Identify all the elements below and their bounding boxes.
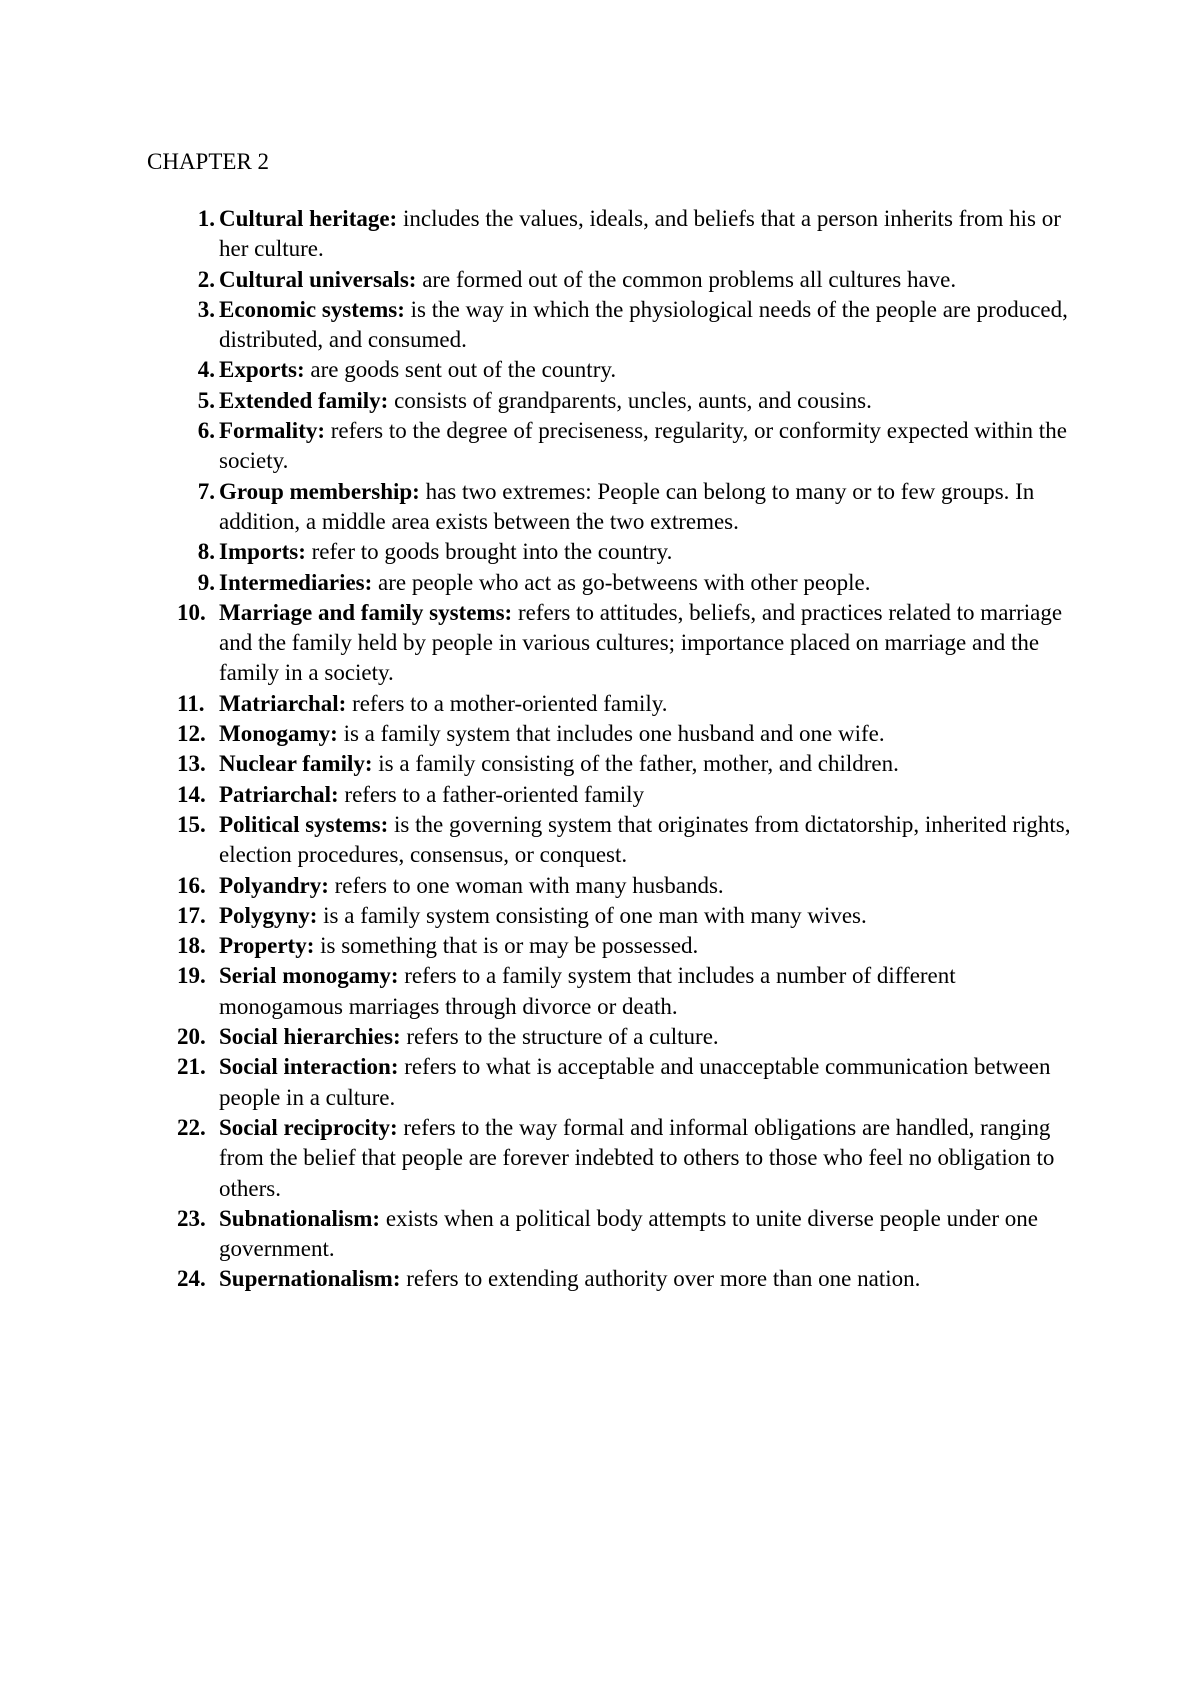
glossary-entry <box>147 204 1077 265</box>
entry-number: 22. <box>177 1114 206 1140</box>
entry-term: Formality: <box>219 418 326 444</box>
glossary-entry <box>147 689 1077 719</box>
glossary-entry <box>147 1022 1077 1052</box>
entry-number: 18. <box>177 933 206 959</box>
entry-term: Matriarchal: <box>219 690 347 716</box>
glossary-entry <box>147 386 1077 416</box>
entry-definition: has two extremes: People can belong to many or to few groups. In addition, a middle area exists between the two extremes. <box>219 478 1035 534</box>
entry-term: Social reciprocity: <box>219 1114 398 1140</box>
chapter-title: CHAPTER 2 <box>147 149 270 174</box>
entry-term: Property: <box>219 933 315 959</box>
entry-term: Economic systems: <box>219 296 405 322</box>
entry-number: 21. <box>177 1054 206 1080</box>
entry-definition: refers to attitudes, beliefs, and practices related to marriage and the family held by people in various cultures; importance placed on marriage and the family in a society. <box>219 599 1063 686</box>
glossary-entry <box>147 719 1077 749</box>
entry-number: 8. <box>197 539 215 565</box>
entry-term: Subnationalism: <box>219 1205 381 1231</box>
entry-term: Exports: <box>219 357 305 383</box>
entry-number: 9. <box>197 569 215 595</box>
entry-term: Marriage and family systems: <box>219 599 513 625</box>
entry-term: Cultural heritage: <box>219 206 398 231</box>
entry-definition: is a family system that includes one husband and one wife. <box>343 721 885 747</box>
entry-definition: refers to extending authority over more than one nation. <box>406 1266 921 1292</box>
entry-number: 17. <box>177 902 206 928</box>
entry-term: Intermediaries: <box>219 569 373 595</box>
entry-number: 24. <box>177 1266 206 1292</box>
glossary-entry <box>147 931 1077 961</box>
entry-number: 15. <box>177 811 206 837</box>
entry-number: 14. <box>177 781 206 807</box>
entry-definition: refers to a family system that includes a number of different monogamous marriages through divorce or death. <box>219 963 956 1019</box>
entry-definition: is something that is or may be possessed. <box>320 933 699 959</box>
entry-term: Imports: <box>219 539 306 565</box>
glossary-entry <box>147 355 1077 385</box>
entry-number: 3. <box>197 296 215 322</box>
entry-definition: consists of grandparents, uncles, aunts, and cousins. <box>394 387 872 413</box>
glossary-entry <box>147 1204 1077 1265</box>
entry-term: Serial monogamy: <box>219 963 399 989</box>
entry-term: Patriarchal: <box>219 781 339 807</box>
entry-number: 19. <box>177 963 206 989</box>
entry-number: 11. <box>177 690 205 716</box>
entry-definition: is the governing system that originates from dictatorship, inherited rights, election procedures, consensus, or conquest. <box>219 811 1071 868</box>
glossary-entry <box>147 810 1077 871</box>
entry-term: Social hierarchies: <box>219 1024 401 1050</box>
entry-definition: refers to the way formal and informal obligations are handled, ranging from the belief that people are forever indebted to others to those who feel no obligation to others. <box>219 1114 1055 1201</box>
entry-definition: refer to goods brought into the country. <box>311 539 673 565</box>
glossary-entry <box>147 537 1077 567</box>
glossary-entry <box>147 477 1077 538</box>
entry-term: Polyandry: <box>219 872 329 898</box>
entry-number: 20. <box>177 1024 206 1050</box>
entry-number: 2. <box>197 266 215 292</box>
entry-definition: refers to the structure of a culture. <box>406 1024 719 1050</box>
entry-term: Cultural universals: <box>219 266 417 292</box>
glossary-entry <box>147 901 1077 931</box>
entry-definition: is a family consisting of the father, mother, and children. <box>378 751 899 777</box>
glossary-entry <box>147 598 1077 689</box>
entry-number: 16. <box>177 872 206 898</box>
entry-term: Monogamy: <box>219 721 338 747</box>
entry-definition: refers to one woman with many husbands. <box>334 872 724 898</box>
entry-number: 5. <box>197 387 215 413</box>
glossary-entry <box>147 265 1077 295</box>
entry-term: Nuclear family: <box>219 751 373 777</box>
entry-number: 12. <box>177 721 206 747</box>
glossary-entry <box>147 1052 1077 1113</box>
entry-number: 6. <box>197 418 215 444</box>
entry-term: Extended family: <box>219 387 389 413</box>
entry-definition: refers to a father-oriented family <box>344 781 645 807</box>
glossary-entry <box>147 749 1077 779</box>
glossary-entry <box>147 1113 1077 1204</box>
entry-definition: are people who act as go-betweens with other people. <box>378 569 871 595</box>
entry-term: Polygyny: <box>219 902 318 928</box>
entry-number: 23. <box>177 1205 206 1231</box>
entry-number: 7. <box>197 478 215 504</box>
entry-definition: refers to the degree of preciseness, regularity, or conformity expected within the society. <box>219 418 1067 474</box>
entry-term: Social interaction: <box>219 1054 399 1080</box>
glossary-entry <box>147 568 1077 598</box>
entry-definition: is a family system consisting of one man with many wives. <box>323 902 867 928</box>
glossary-entry <box>147 871 1077 901</box>
entry-definition: is the way in which the physiological needs of the people are produced, distributed, and consumed. <box>219 296 1068 353</box>
glossary-entry <box>147 295 1077 356</box>
entry-number: 10. <box>177 599 206 625</box>
entry-number: 1. <box>197 206 215 231</box>
entry-term: Group membership: <box>219 478 420 504</box>
entry-definition: refers to a mother-oriented family. <box>352 690 668 716</box>
entry-number: 4. <box>197 357 215 383</box>
glossary-entry <box>147 1264 1077 1294</box>
entry-number: 13. <box>177 751 206 777</box>
entry-definition: are formed out of the common problems all cultures have. <box>422 266 957 292</box>
entry-term: Supernationalism: <box>219 1266 401 1292</box>
glossary-entry <box>147 961 1077 1022</box>
glossary-entry <box>147 780 1077 810</box>
glossary-list <box>147 204 1077 1295</box>
entry-definition: exists when a political body attempts to unite diverse people under one government. <box>219 1205 1038 1262</box>
entry-term: Political systems: <box>219 811 389 837</box>
entry-definition: includes the values, ideals, and beliefs that a person inherits from his or her culture. <box>219 206 1061 262</box>
glossary-entry <box>147 416 1077 477</box>
entry-definition: refers to what is acceptable and unacceptable communication between people in a culture. <box>219 1054 1051 1110</box>
entry-definition: are goods sent out of the country. <box>310 357 617 383</box>
